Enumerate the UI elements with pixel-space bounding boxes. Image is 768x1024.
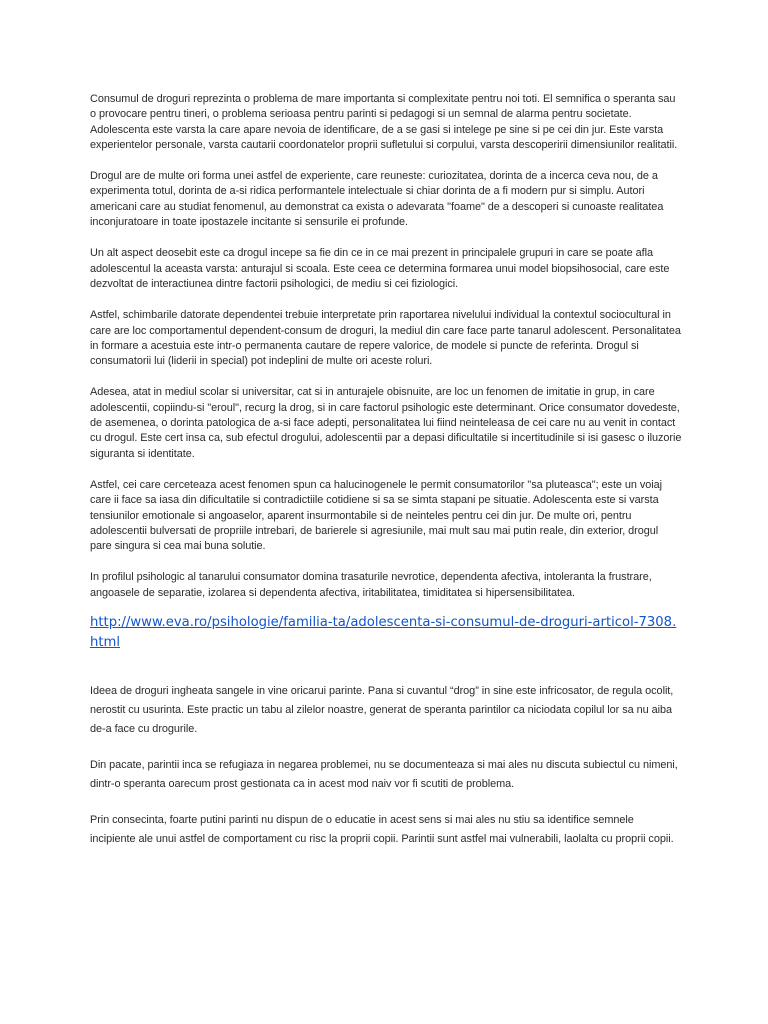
paragraph: Consumul de droguri reprezinta o problema de mare importanta si complexitate pentru noi toti. El semnifica o speranta sau o provocare pentru tineri, o problema serioasa pentru parinti si pedagogi si un semnal de alarma pentru societate. Adolescenta este varsta la care apare nevoia de identificare, de a se gasi si intelege pe sine si pe cei din jur. Este varsta experientelor personale, varsta cautarii coordonatelor proprii sufletului si corpului, varsta descoperirii dimensiunilor realitatii.: [90, 93, 678, 151]
paragraph: Astfel, schimbarile datorate dependentei trebuie interpretate prin raportarea nivelului individual la contextul sociocultural in care are loc comportamentul dependent-consum de droguri, la mediul din care face parte tanarul adolescent. Personalitatea in formare a acestuia este intr-o permanenta cautare de repere valorice, de modele si puncte de referinta. Drogul si consumatorii lui (liderii in special) pot indeplini de multe ori aceste roluri.: [90, 309, 681, 368]
paragraph: In profilul psihologic al tanarului consumator domina trasaturile nevrotice, dependenta afectiva, intoleranta la frustrare, angoasele de separatie, izolarea si dependenta afectiva, iritabilitatea, timiditatea si hipersensibilitatea.: [90, 571, 652, 599]
paragraph: Astfel, cei care cerceteaza acest fenomen spun ca halucinogenele le permit consumatorilor "sa pluteasca"; este un voiaj care ii face sa iasa din dificultatile si contradictiile cotidiene si sa se simta stapani pe situatie. Adolescenta este si varsta tensiunilor emotionale si angoaselor, aparent insurmontabile si de neinteles pentru cei din jur. De multe ori, pentru adolescentii bulversati de propriile intrebari, de barierele si agresiunile, mai mult sau mai putin reale, din exterior, drogul pare singura si cea mai buna solutie.: [90, 478, 663, 553]
article-body: [90, 92, 682, 866]
paragraph: Adesea, atat in mediul scolar si universitar, cat si in anturajele obisnuite, are loc un fenomen de imitatie in grup, in care adolescentii, copiindu-si "eroul", recurg la drog, si in care factorul psihologic este determinant. Orice consumator dovedeste, de asemenea, o dorinta patologica de a-si face adepti, personalitatea lui fiind neinteleasa de cei care nu au venit in contact cu drogul. Este cert insa ca, sub efectul drogului, adolescentii par a depasi dificultatile si incertitudinile si isi gasesc o iluzorie siguranta si identitate.: [90, 386, 682, 460]
paragraph: Din pacate, parintii inca se refugiaza in negarea problemei, nu se documenteaza si mai ales nu discuta subiectul cu nimeni, dintr-o speranta oarecum prost gestionata ca in acest mod naiv vor fi scutiti de problema.: [90, 759, 678, 791]
paragraph: Un alt aspect deosebit este ca drogul incepe sa fie din ce in ce mai prezent in principalele grupuri in care se poate afla adolescentul la aceasta varsta: anturajul si scoala. Este ceea ce determina formarea unui model biopsihosocial, care este dezvoltat de interactiunea dintre factorii psihologici, de mediu si cei fiziologici.: [90, 247, 670, 290]
paragraph: Ideea de droguri ingheata sangele in vine oricarui parinte. Pana si cuvantul “drog” in sine este infricosator, de regula ocolit, nerostit cu usurinta. Este practic un tabu al zilelor noastre, generat de speranta parintilor ca niciodata copilul lor sa nu aiba de-a face cu drogurile.: [90, 685, 674, 736]
source-link[interactable]: http://www.eva.ro/psihologie/familia-ta/adolescenta-si-consumul-de-droguri-articol-7308.html: [90, 615, 677, 651]
paragraph: Prin consecinta, foarte putini parinti nu dispun de o educatie in acest sens si mai ales nu stiu sa identifice semnele incipiente ale unui astfel de comportament cu risc la proprii copii. Parintii sunt astfel mai vulnerabili, laolalta cu proprii copii.: [90, 814, 674, 846]
paragraph: Drogul are de multe ori forma unei astfel de experiente, care reuneste: curiozitatea, dorinta de a incerca ceva nou, de a experimenta totul, dorinta de a-si ridica performantele intelectuale si chiar dorinta de a fi modern pur si simplu. Autori americani care au studiat fenomenul, au demonstrat ca exista o adevarata "foame" de a descoperi si cunoaste realitatea inconjuratoare in toate ipostazele incitante si sensurile ei profunde.: [90, 170, 664, 229]
